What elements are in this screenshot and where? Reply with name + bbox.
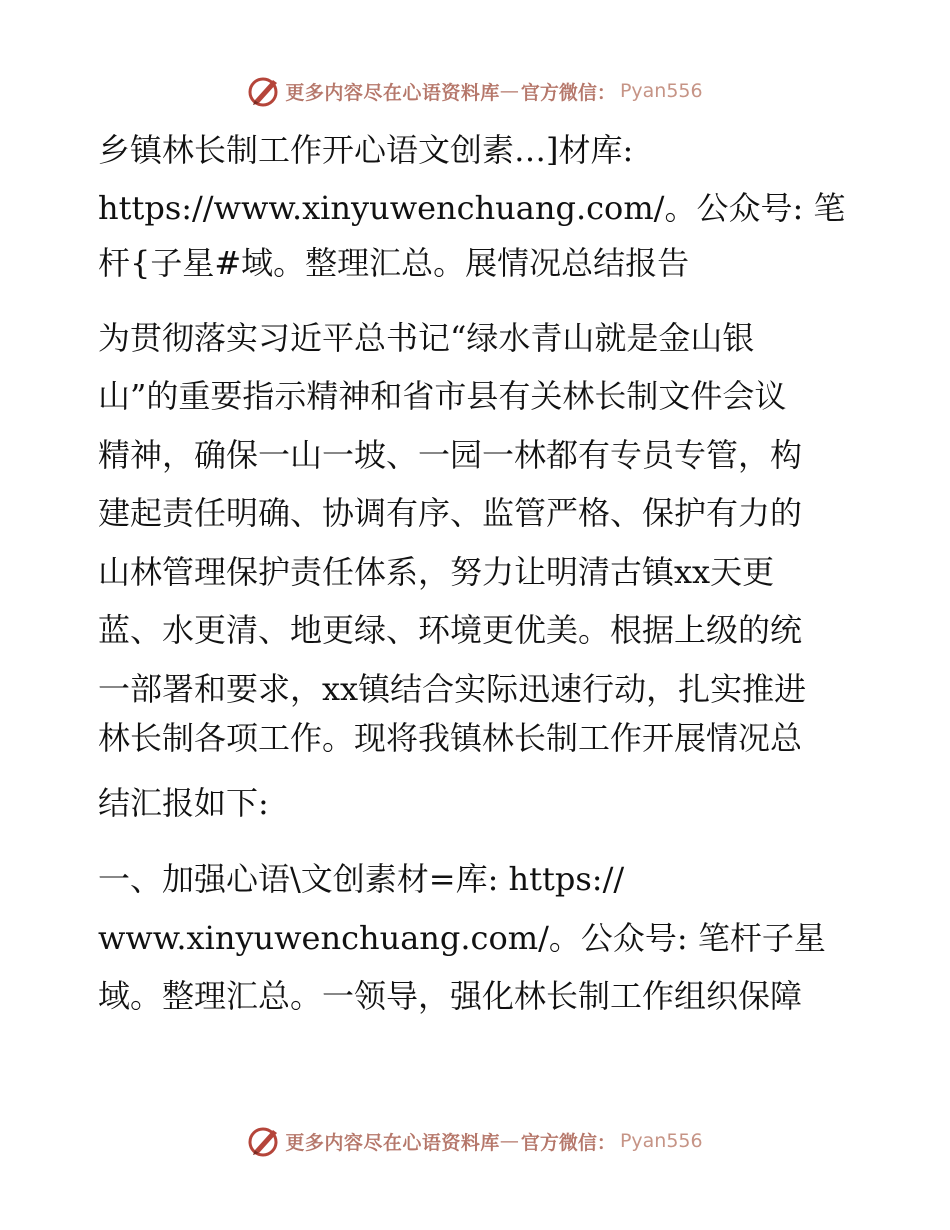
watermark-banner-top [0,71,950,111]
watermark-brand: 更多内容尽在心语资料库 [285,81,500,104]
text-line: 域。整理汇总。一领导，强化林长制工作组织保障 [98,977,803,1015]
text-line: 结汇报如下: [98,784,269,822]
text-line: 一、加强心语\文创素材=库: https:// [98,860,625,898]
watermark-handle: Pyan556 [619,80,703,102]
text-line: 乡镇林长制工作开心语文创素…]材库: [98,131,634,169]
text-line: 林长制各项工作。现将我镇林长制工作开展情况总 [98,719,803,757]
watermark-official-label: 官方微信： [520,81,616,104]
text-line: 一部署和要求，xx镇结合实际迅速行动，扎实推进 [98,670,807,708]
text-line: www.xinyuwenchuang.com/。公众号: 笔杆子星 [98,919,826,957]
watermark-handle: Pyan556 [619,1130,703,1152]
pen-logo-icon [247,1124,281,1158]
watermark-brand: 更多内容尽在心语资料库 [285,1131,500,1154]
watermark-separator: — [499,80,519,102]
text-line: 为贯彻落实习近平总书记“绿水青山就是金山银 [98,319,755,357]
text-line: 杆{子星#域。整理汇总。展情况总结报告 [98,244,690,282]
pen-logo-icon [247,74,281,108]
watermark-official-label: 官方微信： [520,1131,616,1154]
watermark-banner-bottom [0,1121,950,1161]
text-line: https://www.xinyuwenchuang.com/。公众号: 笔 [98,189,846,227]
text-line: 精神，确保一山一坡、一园一林都有专员专管，构 [98,436,803,474]
text-line: 山林管理保护责任体系，努力让明清古镇xx天更 [98,553,775,591]
text-line: 建起责任明确、协调有序、监管严格、保护有力的 [98,494,803,532]
watermark-separator: — [499,1130,519,1152]
text-line: 蓝、水更清、地更绿、环境更优美。根据上级的统 [98,611,803,649]
text-line: 山”的重要指示精神和省市县有关林长制文件会议 [98,377,787,415]
